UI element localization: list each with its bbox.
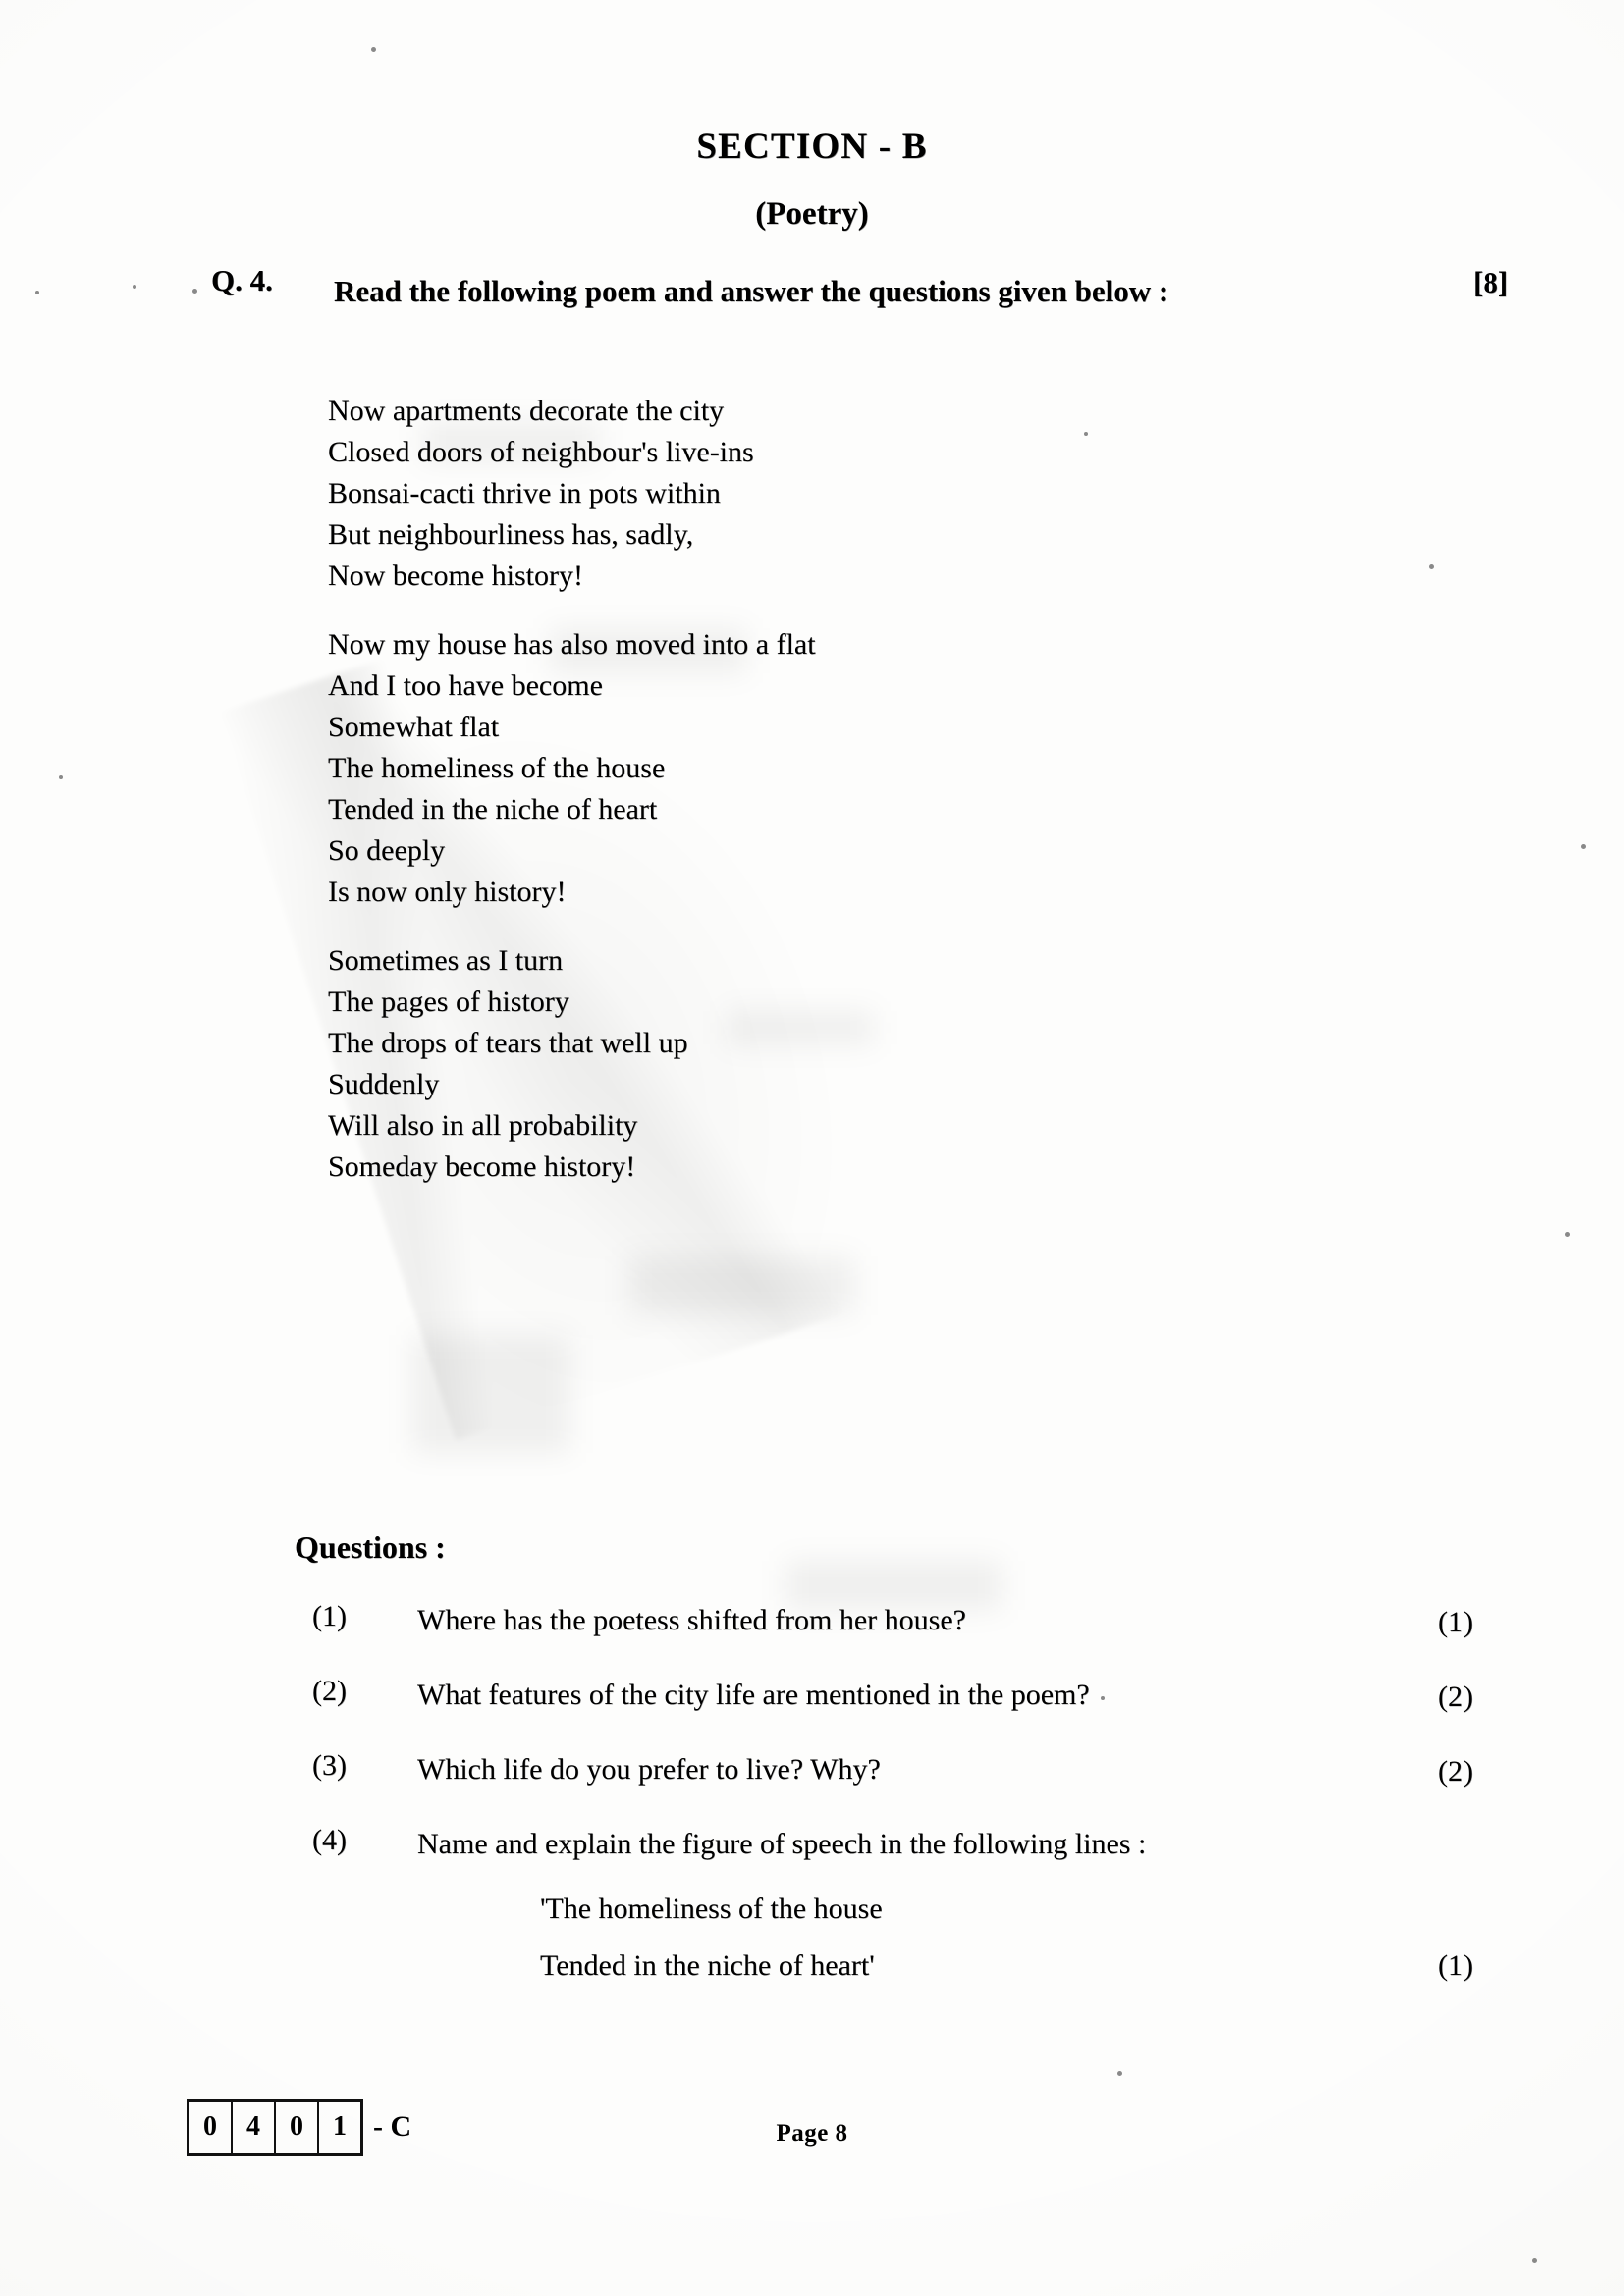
poem-line: Suddenly: [328, 1068, 440, 1100]
question-item-marks: (2): [1438, 1681, 1473, 1713]
scan-smudge: [412, 1335, 569, 1453]
poem-line: And I too have become: [328, 669, 603, 702]
question-quoted-extract: [540, 1881, 1532, 1995]
section-title: SECTION - B: [696, 127, 928, 167]
question-item-number: (1): [312, 1600, 347, 1632]
paper-code-digit: 4: [233, 2102, 276, 2153]
question-stem-text: Read the following poem and answer the questions given below :: [334, 274, 1169, 308]
question-item-text: Where has the poetess shifted from her house?: [417, 1604, 966, 1636]
question-item-number: (4): [312, 1824, 347, 1856]
poem-line: But neighbourliness has, sadly,: [328, 518, 694, 551]
question-item-marks: (2): [1438, 1755, 1473, 1788]
scan-speck: [133, 285, 136, 289]
scan-speck: [1581, 844, 1586, 849]
question-stem-block: [211, 263, 1517, 319]
scan-speck: [1532, 2258, 1537, 2263]
question-number-label: Q. 4.: [211, 263, 273, 297]
question-item: [295, 1824, 1532, 1995]
section-subtitle: (Poetry): [755, 196, 869, 232]
poem-line: Someday become history!: [328, 1150, 636, 1183]
poem-line: The drops of tears that well up: [328, 1027, 688, 1059]
question-item-marks: (1): [1438, 1606, 1473, 1638]
scan-speck: [192, 289, 197, 294]
poem-line: The homeliness of the house: [328, 752, 666, 784]
poem-line: The pages of history: [328, 986, 569, 1018]
poem-stanza: [328, 391, 1310, 597]
question-item-marks: (1): [1438, 1949, 1473, 1982]
paper-code-digit: 0: [276, 2102, 319, 2153]
poem-line: Bonsai-cacti thrive in pots within: [328, 477, 721, 509]
scan-speck: [1429, 564, 1434, 569]
page-footer: [0, 2099, 1624, 2207]
poem-line: Now become history!: [328, 560, 583, 592]
question-total-marks: [8]: [1473, 265, 1509, 299]
poem-line: Tended in the niche of heart: [328, 793, 658, 826]
scan-speck: [1117, 2071, 1122, 2076]
scan-smudge: [628, 1256, 854, 1315]
poem-line: Somewhat flat: [328, 711, 500, 743]
question-item: [295, 1749, 1532, 1814]
poem-line: Now apartments decorate the city: [328, 395, 725, 427]
questions-list: [295, 1600, 1532, 2004]
scan-speck: [59, 775, 63, 779]
poem-line: Is now only history!: [328, 876, 567, 908]
poem-stanza: [328, 940, 1310, 1188]
scan-speck: [1565, 1232, 1570, 1237]
questions-heading: Questions :: [295, 1529, 446, 1565]
paper-code-suffix: - C: [373, 2110, 412, 2143]
paper-code-digit: 1: [333, 2111, 347, 2142]
page-number: Page 8: [776, 2120, 848, 2147]
question-item-text: What features of the city life are mentioned in the poem?: [417, 1679, 1090, 1711]
poem-line: Now my house has also moved into a flat: [328, 628, 816, 661]
quoted-line: 'The homeliness of the house: [540, 1893, 883, 1925]
poem-line: Will also in all probability: [328, 1109, 638, 1142]
poem-line: Closed doors of neighbour's live-ins: [328, 436, 754, 468]
question-item-number: (3): [312, 1749, 347, 1782]
poem-stanza: [328, 624, 1310, 913]
question-item-text: Name and explain the figure of speech in the following lines :: [417, 1828, 1147, 1860]
scan-speck: [35, 291, 39, 294]
poem-line: So deeply: [328, 834, 446, 867]
question-item-text: Which life do you prefer to live? Why?: [417, 1753, 881, 1786]
question-item: [295, 1675, 1532, 1739]
poem-line: Sometimes as I turn: [328, 944, 564, 977]
scan-speck: [371, 47, 376, 52]
paper-code-digit: 0: [189, 2102, 233, 2153]
quoted-line: Tended in the niche of heart': [540, 1949, 875, 1982]
poem-body: [328, 391, 1310, 1215]
question-item-number: (2): [312, 1675, 347, 1707]
question-item: [295, 1600, 1532, 1665]
